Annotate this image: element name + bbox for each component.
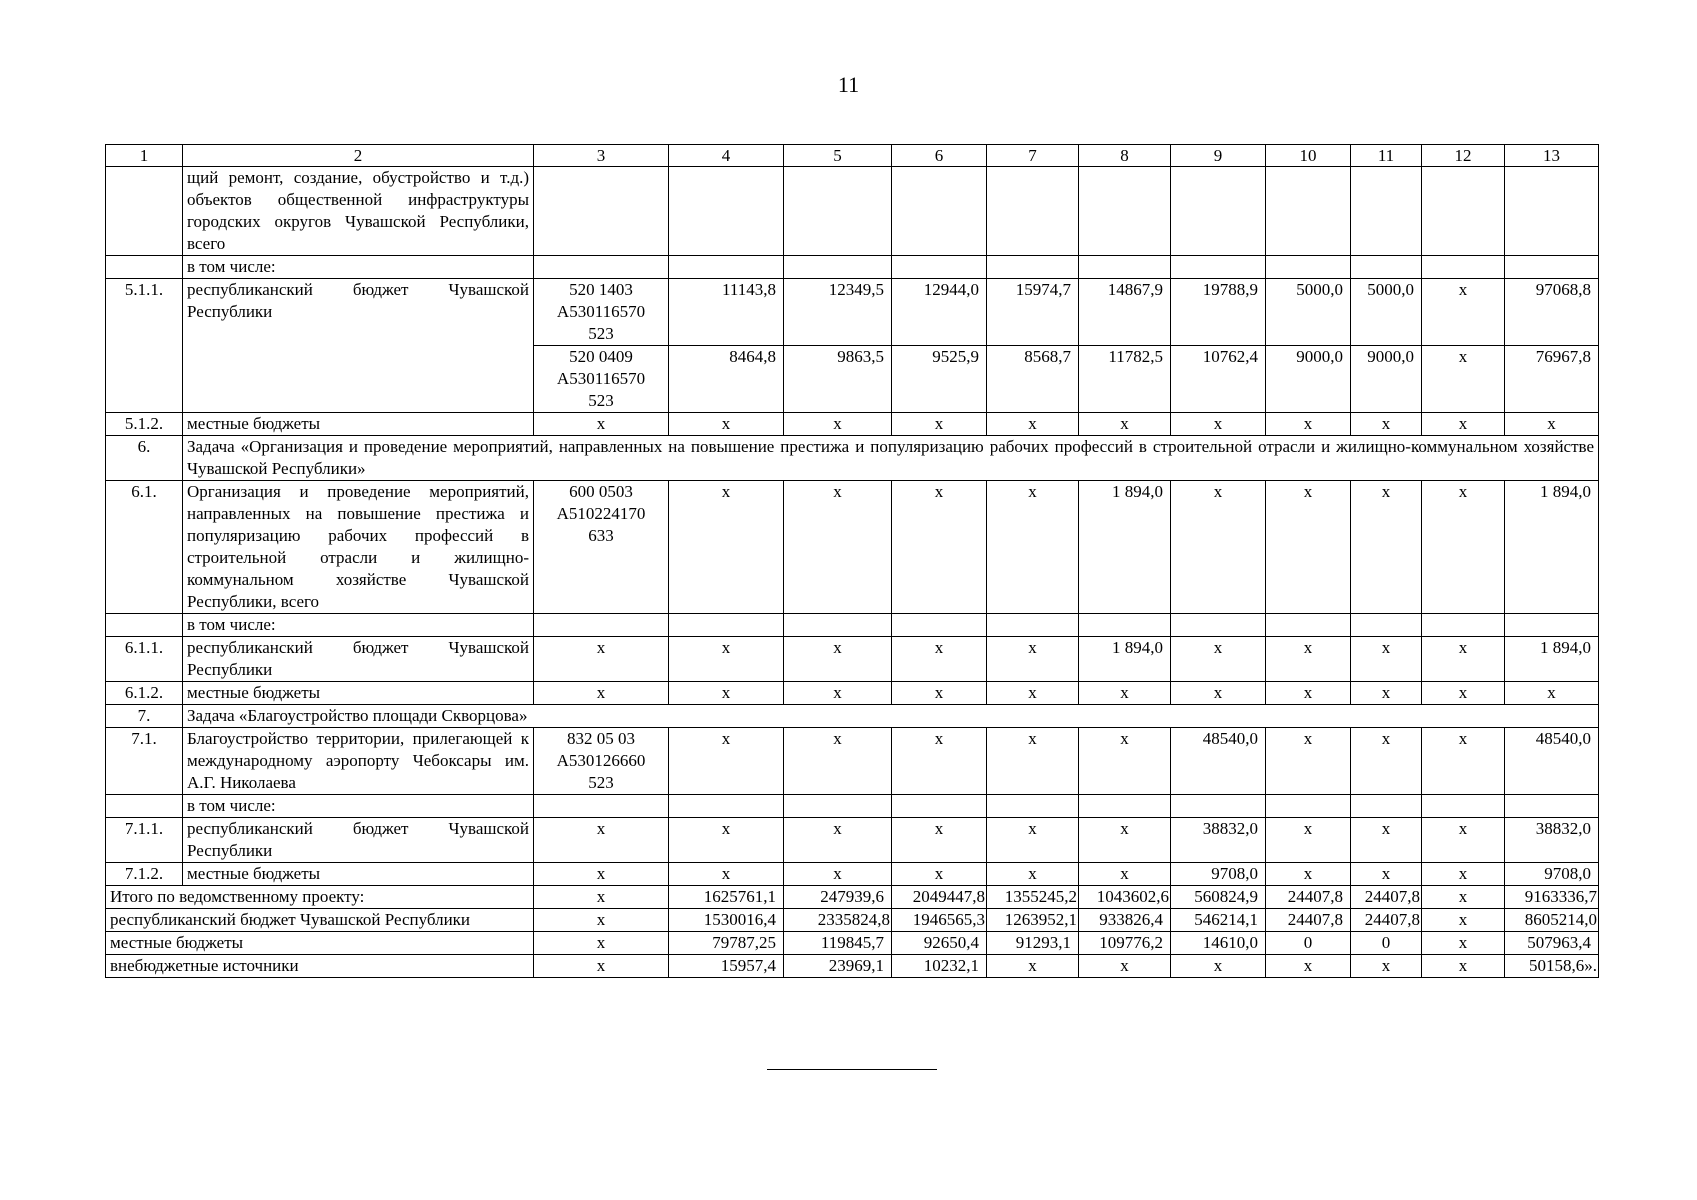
- value-cell: 38832,0: [1505, 818, 1599, 863]
- column-number: 11: [1351, 145, 1422, 167]
- value-cell: x: [892, 863, 987, 886]
- table-row: [106, 863, 1599, 886]
- value-cell: x: [1266, 728, 1351, 795]
- value-cell: x: [669, 413, 784, 436]
- value-cell: 933826,4: [1079, 909, 1171, 932]
- value-cell: 9525,9: [892, 346, 987, 413]
- table-row: [106, 682, 1599, 705]
- value-cell: x: [1079, 863, 1171, 886]
- value-cell: x: [1351, 682, 1422, 705]
- value-cell: x: [784, 863, 892, 886]
- value-cell: x: [1422, 637, 1505, 682]
- value-cell: 24407,8: [1351, 909, 1422, 932]
- value-cell: x: [987, 728, 1079, 795]
- value-cell: x: [1266, 481, 1351, 614]
- value-cell: x: [669, 818, 784, 863]
- budget-code: [534, 279, 669, 346]
- value-cell: 1 894,0: [1505, 637, 1599, 682]
- value-cell: 2335824,8: [784, 909, 892, 932]
- value-cell: x: [1422, 279, 1505, 346]
- value-cell: 23969,1: [784, 955, 892, 978]
- value-cell: 10762,4: [1171, 346, 1266, 413]
- value-cell: 14867,9: [1079, 279, 1171, 346]
- value-cell: x: [669, 637, 784, 682]
- row-description: республиканский бюджет Чувашской Республики: [183, 818, 534, 863]
- value-cell: 8464,8: [669, 346, 784, 413]
- value-cell: x: [784, 728, 892, 795]
- value-cell: x: [1079, 413, 1171, 436]
- total-label: Итого по ведомственному проекту:: [106, 886, 534, 909]
- value-cell: 109776,2: [1079, 932, 1171, 955]
- value-cell: x: [987, 637, 1079, 682]
- total-label: республиканский бюджет Чувашской Республики: [106, 909, 534, 932]
- value-cell: x: [892, 728, 987, 795]
- row-description: местные бюджеты: [183, 413, 534, 436]
- budget-code: [534, 481, 669, 614]
- budget-code-line: A530126660: [556, 751, 646, 770]
- row-description: республиканский бюджет Чувашской Республики: [183, 279, 534, 413]
- value-cell: x: [1422, 413, 1505, 436]
- budget-code-line: 523: [588, 391, 614, 410]
- value-cell: 2049447,8: [892, 886, 987, 909]
- value-cell: 92650,4: [892, 932, 987, 955]
- value-cell: x: [1266, 955, 1351, 978]
- value-cell: x: [1505, 682, 1599, 705]
- value-cell: 97068,8: [1505, 279, 1599, 346]
- value-cell: x: [987, 818, 1079, 863]
- value-cell: x: [1266, 863, 1351, 886]
- value-cell: 1 894,0: [1505, 481, 1599, 614]
- table-row: [106, 705, 1599, 728]
- value-cell: 50158,6».: [1505, 955, 1599, 978]
- value-cell: 8605214,0: [1505, 909, 1599, 932]
- column-number: 2: [183, 145, 534, 167]
- value-cell: x: [1351, 481, 1422, 614]
- value-cell: 76967,8: [1505, 346, 1599, 413]
- value-cell: x: [1266, 413, 1351, 436]
- value-cell: x: [1351, 863, 1422, 886]
- value-cell: x: [1171, 413, 1266, 436]
- budget-code-line: A530116570: [556, 302, 646, 321]
- value-cell: 48540,0: [1505, 728, 1599, 795]
- value-cell: 19788,9: [1171, 279, 1266, 346]
- value-cell: x: [1266, 682, 1351, 705]
- value-cell: x: [892, 637, 987, 682]
- value-cell: 1263952,1: [987, 909, 1079, 932]
- value-cell: x: [1079, 818, 1171, 863]
- value-cell: x: [987, 413, 1079, 436]
- row-number: 7.1.2.: [106, 863, 183, 886]
- value-cell: 560824,9: [1171, 886, 1266, 909]
- total-label: внебюджетные источники: [106, 955, 534, 978]
- value-cell: 12944,0: [892, 279, 987, 346]
- value-cell: x: [892, 413, 987, 436]
- value-cell: x: [1351, 413, 1422, 436]
- value-cell: 9708,0: [1505, 863, 1599, 886]
- value-cell: 10232,1: [892, 955, 987, 978]
- budget-code: [534, 728, 669, 795]
- value-cell: 546214,1: [1171, 909, 1266, 932]
- total-label: местные бюджеты: [106, 932, 534, 955]
- budget-code-line: 633: [588, 526, 614, 545]
- table-row: [106, 256, 1599, 279]
- value-cell: x: [669, 481, 784, 614]
- value-cell: x: [1422, 932, 1505, 955]
- value-cell: x: [534, 682, 669, 705]
- value-cell: x: [1422, 955, 1505, 978]
- column-number: 3: [534, 145, 669, 167]
- value-cell: x: [784, 481, 892, 614]
- column-number: 7: [987, 145, 1079, 167]
- value-cell: x: [669, 682, 784, 705]
- value-cell: x: [784, 682, 892, 705]
- column-number: 9: [1171, 145, 1266, 167]
- total-row: [106, 955, 1599, 978]
- value-cell: 91293,1: [987, 932, 1079, 955]
- value-cell: 1 894,0: [1079, 481, 1171, 614]
- column-number: 8: [1079, 145, 1171, 167]
- value-cell: x: [1422, 682, 1505, 705]
- row-description: Организация и проведение мероприятий, направленных на повышение престижа и популяризацию рабочих профессий в строительной отрасли и жилищно-коммунальном хозяйстве Чувашской Республики, всего: [183, 481, 534, 614]
- value-cell: x: [987, 481, 1079, 614]
- table-row: [106, 818, 1599, 863]
- row-description: местные бюджеты: [183, 682, 534, 705]
- value-cell: 5000,0: [1351, 279, 1422, 346]
- value-cell: x: [784, 637, 892, 682]
- row-number: 6.1.1.: [106, 637, 183, 682]
- value-cell: x: [669, 728, 784, 795]
- value-cell: x: [784, 818, 892, 863]
- value-cell: 79787,25: [669, 932, 784, 955]
- table-row: [106, 167, 1599, 256]
- task-heading: Задача «Благоустройство площади Скворцова»: [183, 705, 1599, 728]
- value-cell: 24407,8: [1351, 886, 1422, 909]
- value-cell: 38832,0: [1171, 818, 1266, 863]
- value-cell: x: [987, 955, 1079, 978]
- value-cell: 1 894,0: [1079, 637, 1171, 682]
- value-cell: 9000,0: [1266, 346, 1351, 413]
- table-row: [106, 614, 1599, 637]
- value-cell: x: [534, 637, 669, 682]
- value-cell: 14610,0: [1171, 932, 1266, 955]
- budget-code-line: 523: [588, 324, 614, 343]
- budget-code-line: 520 0409: [569, 347, 633, 366]
- value-cell: 0: [1351, 932, 1422, 955]
- column-number: 1: [106, 145, 183, 167]
- value-cell: 48540,0: [1171, 728, 1266, 795]
- row-description: щий ремонт, создание, обустройство и т.д.) объектов общественной инфраструктуры городских округов Чувашской Республики, всего: [183, 167, 534, 256]
- value-cell: x: [1351, 955, 1422, 978]
- row-number: 5.1.1.: [106, 279, 183, 413]
- row-description: Благоустройство территории, прилегающей к международному аэропорту Чебоксары им. А.Г. Николаева: [183, 728, 534, 795]
- value-cell: 8568,7: [987, 346, 1079, 413]
- row-number: 7.: [106, 705, 183, 728]
- task-heading: Задача «Организация и проведение мероприятий, направленных на повышение престижа и популяризацию рабочих профессий в строительной отрасли и жилищно-коммунальном хозяйстве Чувашской Республики»: [183, 436, 1599, 481]
- table-row: [106, 637, 1599, 682]
- row-number: 6.1.: [106, 481, 183, 614]
- value-cell: x: [1266, 637, 1351, 682]
- value-cell: x: [892, 682, 987, 705]
- value-cell: x: [1351, 728, 1422, 795]
- value-cell: x: [987, 863, 1079, 886]
- value-cell: 12349,5: [784, 279, 892, 346]
- row-number: 7.1.1.: [106, 818, 183, 863]
- value-cell: x: [1422, 728, 1505, 795]
- table-row: [106, 436, 1599, 481]
- value-cell: 1625761,1: [669, 886, 784, 909]
- page-number: 11: [837, 72, 860, 97]
- budget-code-line: 523: [588, 773, 614, 792]
- row-number: 6.1.2.: [106, 682, 183, 705]
- column-number: 4: [669, 145, 784, 167]
- value-cell: x: [669, 863, 784, 886]
- value-cell: x: [1266, 818, 1351, 863]
- value-cell: x: [1079, 955, 1171, 978]
- footer-rule: [767, 1069, 937, 1070]
- value-cell: x: [1422, 886, 1505, 909]
- value-cell: 507963,4: [1505, 932, 1599, 955]
- value-cell: 24407,8: [1266, 909, 1351, 932]
- value-cell: 1530016,4: [669, 909, 784, 932]
- value-cell: x: [534, 909, 669, 932]
- value-cell: x: [534, 955, 669, 978]
- column-number: 10: [1266, 145, 1351, 167]
- value-cell: 1355245,2: [987, 886, 1079, 909]
- column-number: 12: [1422, 145, 1505, 167]
- value-cell: x: [1171, 955, 1266, 978]
- value-cell: 9163336,7: [1505, 886, 1599, 909]
- value-cell: 1946565,3: [892, 909, 987, 932]
- value-cell: 11782,5: [1079, 346, 1171, 413]
- value-cell: x: [534, 863, 669, 886]
- value-cell: x: [534, 818, 669, 863]
- budget-code-line: A510224170: [556, 504, 646, 523]
- value-cell: 9000,0: [1351, 346, 1422, 413]
- table-row: [106, 795, 1599, 818]
- column-number: 6: [892, 145, 987, 167]
- row-description: республиканский бюджет Чувашской Республики: [183, 637, 534, 682]
- value-cell: 11143,8: [669, 279, 784, 346]
- value-cell: x: [534, 886, 669, 909]
- row-subheading: в том числе:: [183, 614, 534, 637]
- row-subheading: в том числе:: [183, 795, 534, 818]
- value-cell: 9863,5: [784, 346, 892, 413]
- value-cell: x: [1079, 682, 1171, 705]
- budget-code: [534, 346, 669, 413]
- total-row: [106, 909, 1599, 932]
- value-cell: x: [1171, 481, 1266, 614]
- column-number: 13: [1505, 145, 1599, 167]
- value-cell: x: [1351, 637, 1422, 682]
- value-cell: x: [1422, 863, 1505, 886]
- table-row: [106, 481, 1599, 614]
- row-number: 6.: [106, 436, 183, 481]
- row-description: местные бюджеты: [183, 863, 534, 886]
- value-cell: 5000,0: [1266, 279, 1351, 346]
- value-cell: x: [1079, 728, 1171, 795]
- table-row: [106, 413, 1599, 436]
- column-number-row: [106, 145, 1599, 167]
- budget-code-line: 520 1403: [569, 280, 633, 299]
- value-cell: x: [1422, 481, 1505, 614]
- value-cell: x: [892, 481, 987, 614]
- table-row: [106, 728, 1599, 795]
- value-cell: x: [534, 932, 669, 955]
- value-cell: x: [1351, 818, 1422, 863]
- total-row: [106, 932, 1599, 955]
- value-cell: x: [1422, 818, 1505, 863]
- value-cell: 247939,6: [784, 886, 892, 909]
- total-row: [106, 886, 1599, 909]
- value-cell: 119845,7: [784, 932, 892, 955]
- row-subheading: в том числе:: [183, 256, 534, 279]
- value-cell: 0: [1266, 932, 1351, 955]
- budget-code-line: 600 0503: [569, 482, 633, 501]
- value-cell: x: [892, 818, 987, 863]
- value-cell: x: [534, 413, 669, 436]
- value-cell: 1043602,6: [1079, 886, 1171, 909]
- column-number: 5: [784, 145, 892, 167]
- value-cell: 15957,4: [669, 955, 784, 978]
- budget-code-line: 832 05 03: [567, 729, 635, 748]
- value-cell: 9708,0: [1171, 863, 1266, 886]
- budget-table: [105, 144, 1599, 978]
- value-cell: 15974,7: [987, 279, 1079, 346]
- value-cell: x: [1422, 346, 1505, 413]
- value-cell: x: [1505, 413, 1599, 436]
- value-cell: 24407,8: [1266, 886, 1351, 909]
- value-cell: x: [987, 682, 1079, 705]
- table-row: [106, 279, 1599, 346]
- budget-code-line: A530116570: [556, 369, 646, 388]
- row-number: 7.1.: [106, 728, 183, 795]
- value-cell: x: [1422, 909, 1505, 932]
- value-cell: x: [784, 413, 892, 436]
- value-cell: x: [1171, 682, 1266, 705]
- row-number: 5.1.2.: [106, 413, 183, 436]
- value-cell: x: [1171, 637, 1266, 682]
